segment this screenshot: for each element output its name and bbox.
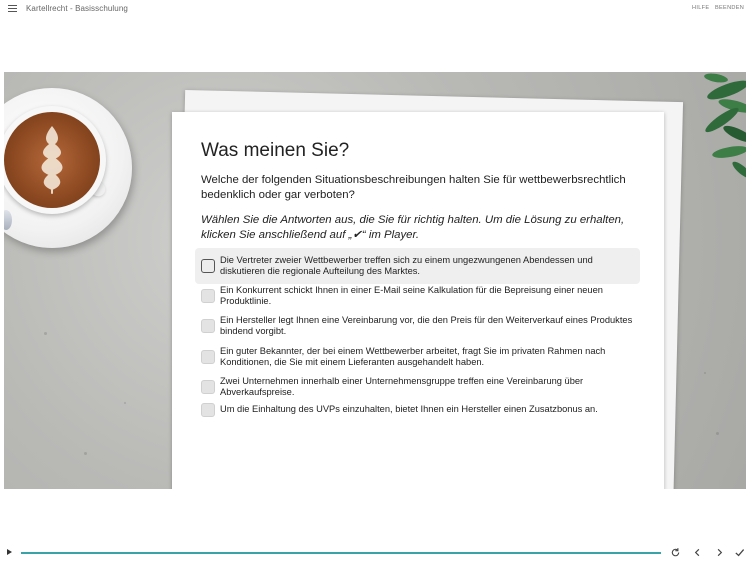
replay-icon[interactable] xyxy=(670,547,681,558)
latte-image xyxy=(4,112,100,208)
top-bar xyxy=(0,0,750,18)
play-icon[interactable] xyxy=(7,549,12,555)
app-title: Kartellrecht - Basisschulung xyxy=(26,4,128,13)
progress-fill xyxy=(21,552,661,554)
help-link[interactable]: HILFE xyxy=(692,5,710,11)
player-bar xyxy=(0,540,750,562)
answer-checkbox[interactable] xyxy=(201,319,215,333)
answer-checkbox[interactable] xyxy=(201,403,215,417)
answer-checkbox[interactable] xyxy=(201,289,215,303)
answer-label: Ein Konkurrent schickt Ihnen in einer E-Mail seine Kalkulation für die Bepreisung einer neuen Produktlinie. xyxy=(220,285,603,306)
answer-label: Die Vertreter zweier Wettbewerber treffen sich zu einem ungezwungenen Abendessen und diskutieren die regionale Aufteilung des Marktes. xyxy=(220,255,593,276)
answer-checkbox[interactable] xyxy=(201,380,215,394)
answer-label: Ein Hersteller legt Ihnen eine Vereinbarung vor, die den Preis für den Weiterverkauf eines Produktes bindend vorgibt. xyxy=(220,315,633,336)
answer-option[interactable] xyxy=(195,248,640,284)
latte-art-icon xyxy=(4,112,100,208)
progress-bar[interactable] xyxy=(21,552,661,554)
answer-label: Um die Einhaltung des UVPs einzuhalten, bietet Ihnen ein Hersteller einen Zusatzbonus an. xyxy=(220,404,598,414)
background-texture xyxy=(84,452,87,455)
answer-label: Zwei Unternehmen innerhalb einer Unternehmensgruppe treffen eine Vereinbarung über Abverkaufspreise. xyxy=(220,376,584,397)
background-texture xyxy=(44,332,47,335)
forward-icon[interactable] xyxy=(714,547,725,558)
back-icon[interactable] xyxy=(692,547,703,558)
question-text: Welche der folgenden Situationsbeschreibungen halten Sie für wettbewerbsrechtlich bedenklich oder gar verboten? xyxy=(201,174,626,201)
background-texture xyxy=(716,432,719,435)
menu-icon[interactable] xyxy=(8,5,17,12)
slide-stage xyxy=(4,72,746,489)
answer-checkbox[interactable] xyxy=(201,350,215,364)
coffee-cup-image xyxy=(4,106,106,214)
question-card xyxy=(172,112,664,489)
background-texture xyxy=(124,402,126,404)
answer-label: Ein guter Bekannter, der bei einem Wettbewerber arbeitet, fragt Sie im privaten Rahmen nach Konditionen, die Sie mit einem Lieferanten ausgehandelt haben. xyxy=(220,346,606,367)
answer-option[interactable] xyxy=(195,400,640,422)
submit-check-icon[interactable] xyxy=(734,547,745,558)
question-instruction: Wählen Sie die Antworten aus, die Sie für richtig halten. Um die Lösung zu erhalten, klicken Sie anschließend auf „✔“ im Player. xyxy=(201,214,625,241)
plant-image xyxy=(678,72,746,200)
quit-link[interactable]: BEENDEN xyxy=(715,5,745,11)
background-texture xyxy=(704,372,706,374)
question-title: Was meinen Sie? xyxy=(201,140,350,161)
answer-checkbox[interactable] xyxy=(201,259,215,273)
